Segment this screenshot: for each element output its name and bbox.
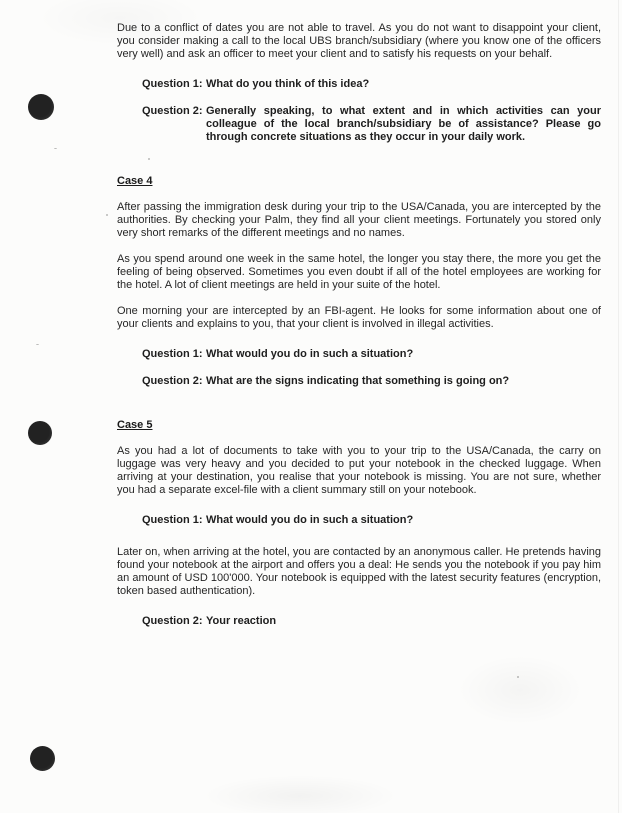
binder-hole-bottom (30, 746, 55, 771)
case5-paragraph-1: As you had a lot of documents to take with you to your trip to the USA/Canada, the carry on luggage was very heavy and you decided to put your notebook in the checked luggage. When arriving at your destination, you realise that your notebook is missing. You are not sure, whether you had a separate excel-file with a client summary still on your notebook. (117, 445, 601, 496)
case4-question-2 (142, 375, 601, 388)
question-text: What are the signs indicating that something is going on? (206, 375, 510, 387)
question-label: Question 2: (142, 615, 203, 627)
question-text: What would you do in such a situation? (206, 514, 414, 526)
question-label: Question 2: (142, 105, 203, 117)
case4-paragraph-2: As you spend around one week in the same hotel, the longer you stay there, the more you get the feeling of being observed. Sometimes you even doubt if all of the hotel employees are working for the hotel. A lot of client meetings are held in your suite of the hotel. (117, 253, 601, 291)
case5-question-2 (142, 615, 601, 628)
case4-paragraph-3: One morning your are intercepted by an FBI-agent. He looks for some information about one of your clients and explains to you, that your client is involved in illegal activities. (117, 305, 601, 330)
binder-hole-middle (28, 421, 52, 445)
scan-speckle (54, 148, 57, 149)
question-text: Generally speaking, to what extent and in which activities can your colleague of the local branch/subsidiary be of assistance? Please go through concrete situations as they occur in your daily work. (206, 105, 601, 143)
intro-paragraph: Due to a conflict of dates you are not able to travel. As you do not want to disappoint your client, you consider making a call to the local UBS branch/subsidiary (where you know one of the officers very well) and ask an officer to meet your client and to satisfy his requests on your behalf. (117, 22, 601, 60)
binder-hole-top (28, 94, 54, 120)
case4-heading: Case 4 (117, 175, 153, 187)
question-label: Question 1: (142, 348, 203, 360)
case4-question-1 (142, 348, 601, 361)
scan-speckle (517, 676, 519, 678)
intro-question-2 (142, 105, 601, 144)
question-label: Question 2: (142, 375, 203, 387)
page-edge-line (618, 0, 619, 813)
question-text: Your reaction (206, 615, 277, 627)
question-label: Question 1: (142, 514, 203, 526)
scan-speckle (36, 344, 39, 345)
case5-paragraph-2: Later on, when arriving at the hotel, you are contacted by an anonymous caller. He pretends having found your notebook at the airport and offers you a deal: He sends you the notebook if you pay him an amount of USD 100'000. Your notebook is equipped with the latest security features (encryption, token based authentication). (117, 546, 601, 597)
scan-speckle (106, 214, 108, 216)
case4-paragraph-1: After passing the immigration desk during your trip to the USA/Canada, you are intercepted by the authorities. By checking your Palm, they find all your client meetings. Fortunately you stored only very short remarks of the different meetings and no names. (117, 201, 601, 239)
case5-heading: Case 5 (117, 419, 153, 431)
question-text: What do you think of this idea? (206, 78, 370, 90)
case5-question-1 (142, 514, 601, 527)
question-text: What would you do in such a situation? (206, 348, 414, 360)
document-content (117, 22, 601, 628)
intro-question-1 (142, 78, 601, 91)
question-label: Question 1: (142, 78, 203, 90)
